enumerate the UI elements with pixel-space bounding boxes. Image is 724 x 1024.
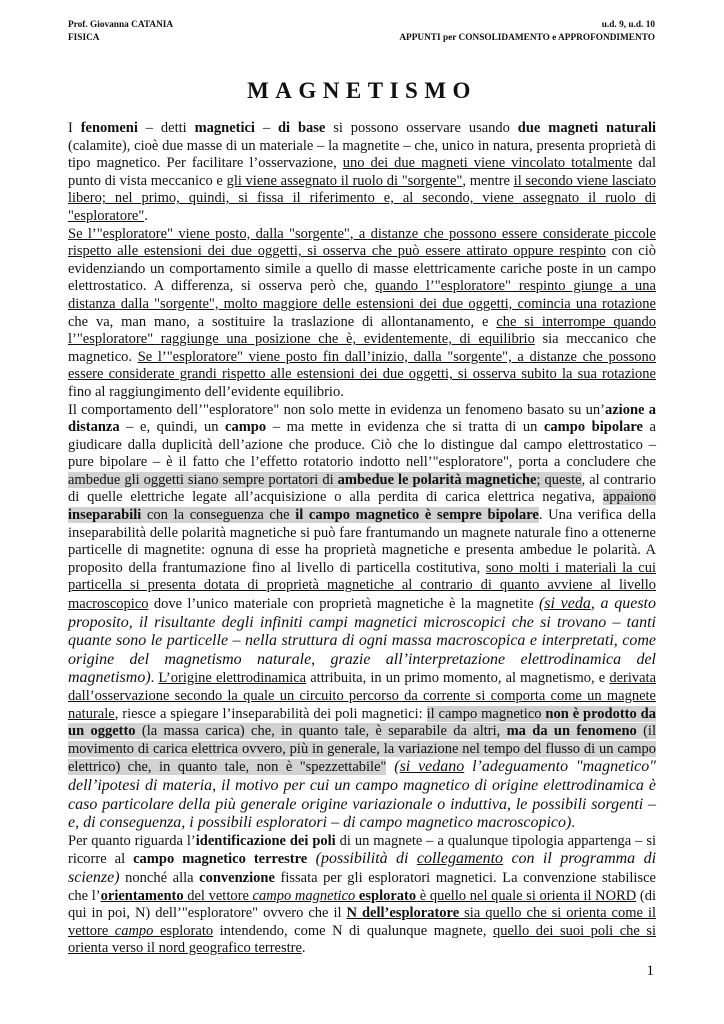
subject-name: FISICA: [68, 33, 100, 43]
notes-type: APPUNTI per CONSOLIDAMENTO e APPROFONDIMENTO: [399, 33, 655, 43]
science-link-note: (possibilità di collegamento con il programma di scienze): [68, 850, 657, 886]
paragraph-2: Se l’"esploratore" viene posto, dalla "sorgente", a distanze che possono essere considerate piccole rispetto alle estensioni dei due oggetti, si osserva che può essere attirato oppure respinto con ciò evidenziando un comportamento simile a quello di masse elettricamente cariche poste in un campo elettrostatico. A differenza, si osserva però che, quando l’"esploratore" respinto giunge a una distanza dalla "sorgente", molto maggiore delle estensioni dei due oggetti, comincia una rotazione che va, man mano, a sostituire la traslazione di allontanamento, e che si interrompe quando l’"esploratore" raggiunge una posizione che è, evidentemente, di equilibrio sia meccanico che magnetico. Se l’"esploratore" viene posto fin dall’inizio, dalla "sorgente", a distanze che possono essere considerate grandi rispetto alle estensioni dei due oggetti, si osserva subito la sua rotazione fino al raggiungimento dell’evidente equilibrio.: [68, 225, 657, 400]
cross-reference-note: (si veda, a questo proposito, il risultante degli infiniti campi magnetici microscopici che si trovano – tanti quante sono le particelle – nella struttura di ogni massa macroscopica e interpretati, come origine del magnetismo naturale, grazie all’interpretazione elettrodinamica del magnetismo): [68, 595, 656, 687]
page-number: 1: [646, 963, 654, 979]
unit-reference: u.d. 9, u.d. 10: [601, 20, 655, 30]
page-title: MAGNETISMO: [247, 78, 477, 103]
highlight-phenomenon: il campo magnetico non è prodotto da un oggetto (la massa carica) che, in quanto tale, è separabile da altri, ma da un fenomeno (il movimento di carica elettrica ovvero, più in generale, la variazione nel tempo del flusso di un campo elettrico) che, in quanto tale, non è "spezzettabile": [68, 705, 656, 776]
author-name: Prof. Giovanna CATANIA: [68, 20, 174, 30]
cross-reference-note-2: (si vedano l’adeguamento "magnetico" dell’ipotesi di materia, il motivo per cui un campo magnetico di origine elettrodinamica è caso particolare della più generale origine variazionale o induttiva, le possibili sorgenti – e, di conseguenza, i possibili esploratori – di campo magnetico macroscopico): [68, 758, 656, 832]
document-body: [68, 120, 656, 958]
paragraph-3: Il comportamento dell’"esploratore" non solo mette in evidenza un fenomeno basato su un’azione a distanza – e, quindi, un campo – ma mette in evidenza che si tratta di un campo bipolare a giudicare dalla duplicità dell’azione che produce. Ciò che lo distingue dal campo elettrostatico – pure bipolare – è il fatto che l’effetto rotatorio indotto nell’"esploratore", porta a concludere che ambedue gli oggetti siano sempre portatori di ambedue le polarità magnetiche; queste, al contrario di quelle elettriche legate all’acquisizione o alla perdita di carica elettrica negativa, appaiono inseparabili con la conseguenza che il campo magnetico è sempre bipolare. Una verifica della inseparabilità delle polarità magnetiche si può fare frantumando un magnete naturale fino a ottenerne particelle di magnetite: ognuna di esse ha proprietà magnetiche e presenta ambedue le polarità. A proposito della frantumazione fino al livello di particella costitutiva, sono molti i materiali la cui particella si presenta dotata di proprietà magnetiche al contrario di quanto avviene al livello macroscopico dove l’unico materiale con proprietà magnetiche è la magnetite (si veda, a questo proposito, il risultante degli infiniti campi magnetici microscopici che si trovano – tanti quante sono le particelle – nella struttura di ogni massa macroscopica e interpretati, come origine del magnetismo naturale, grazie all’interpretazione elettrodinamica del magnetismo). L’origine elettrodinamica attribuita, in un primo momento, al magnetismo, e derivata dall’osservazione secondo la quale un circuito percorso da corrente si comporta come un magnete naturale, riesce a spiegare l’inseparabilità dei poli magnetici: il campo magnetico non è prodotto da un oggetto (la massa carica) che, in quanto tale, è separabile da altri, ma da un fenomeno (il movimento di carica elettrica ovvero, più in generale, la variazione nel tempo del flusso di un campo elettrico) che, in quanto tale, non è "spezzettabile" (si vedano l’adeguamento "magnetico" dell’ipotesi di materia, il motivo per cui un campo magnetico di origine elettrodinamica è caso particolare della più generale origine variazionale o induttiva, le possibili sorgenti – e, di conseguenza, i possibili esploratori – di campo magnetico macroscopico).: [68, 401, 657, 832]
paragraph-4: Per quanto riguarda l’identificazione dei poli di un magnete – a qualunque tipologia appartenga – si ricorre al campo magnetico terrestre (possibilità di collegamento con il programma di scienze) nonché alla convenzione fissata per gli esploratori magnetici. La convenzione stabilisce che l’orientamento del vettore campo magnetico esplorato è quello nel quale si orienta il NORD (di qui in poi, N) dell’"esploratore" ovvero che il N dell’esploratore sia quello che si orienta come il vettore campo esplorato intendendo, come N di qualunque magnete, quello dei suoi poli che si orienta verso il nord geografico terrestre.: [68, 832, 657, 957]
header-right: [399, 19, 655, 45]
highlight-polarity: ambedue gli oggetti siano sempre portatori di ambedue le polarità magnetiche; queste: [68, 471, 582, 488]
highlight-inseparable: appaiono inseparabili con la conseguenza che il campo magnetico è sempre bipolare: [68, 489, 656, 524]
paragraph-1: I fenomeni – detti magnetici – di base si possono osservare usando due magneti naturali (calamite), cioè due masse di un materiale – la magnetite – che, unico in natura, presenta proprietà di tipo magnetico. Per facilitare l’osservazione, uno dei due magneti viene vincolato totalmente dal punto di vista meccanico e gli viene assegnato il ruolo di "sorgente", mentre il secondo viene lasciato libero; nel primo, quindi, si fissa il riferimento e, al secondo, viene assegnato il ruolo di "esploratore".: [68, 120, 657, 224]
header-left: [68, 19, 173, 45]
